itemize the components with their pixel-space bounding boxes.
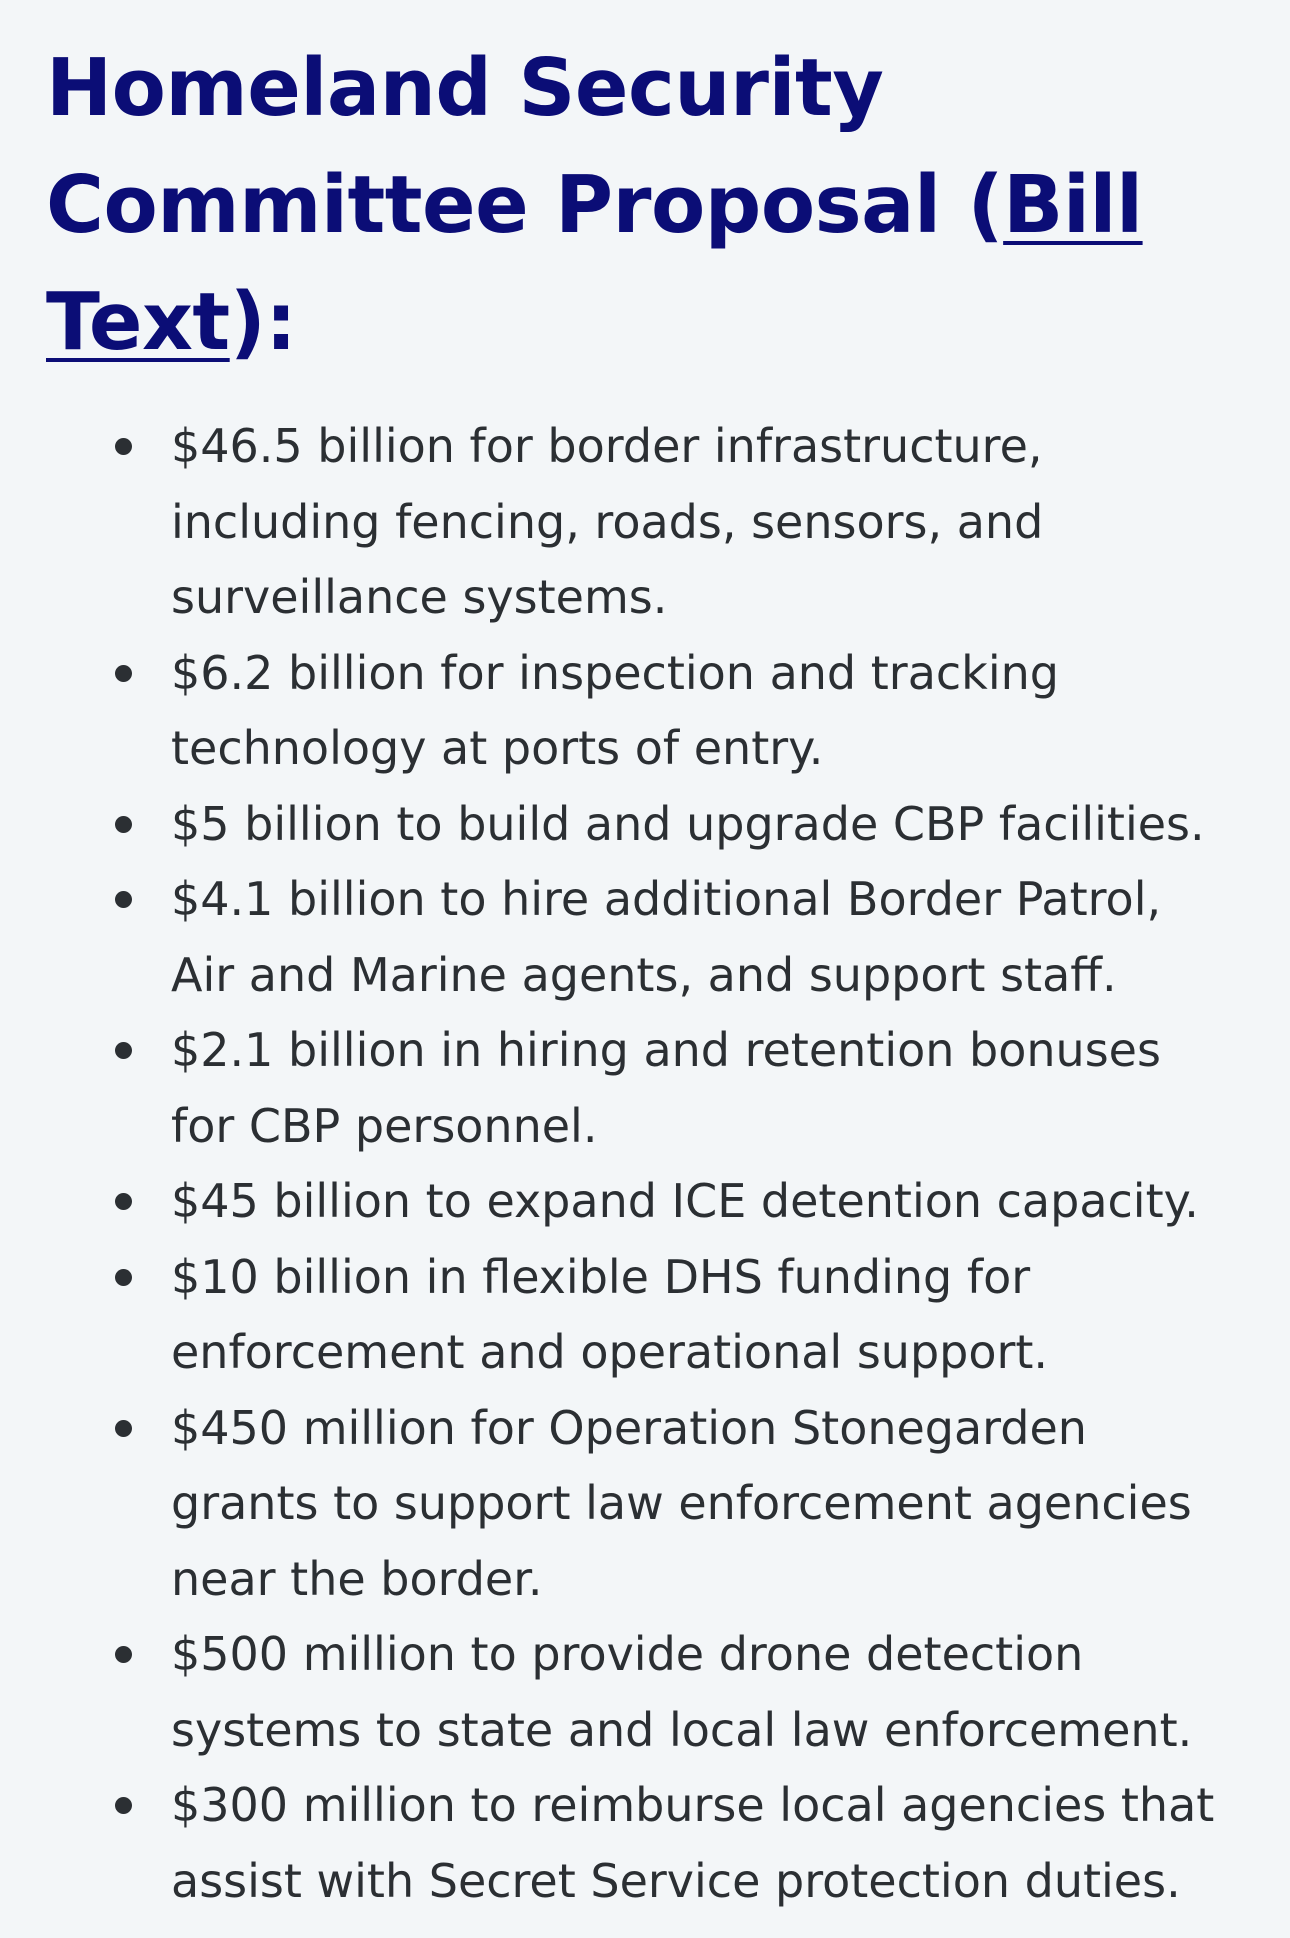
list-item-text: $45 billion to expand ICE detention capacity. (171, 1174, 1199, 1228)
list-item (46, 1240, 1246, 1391)
list-item (46, 1391, 1246, 1618)
list-item-text: $6.2 billion for inspection and tracking technology at ports of entry. (171, 645, 1059, 775)
bullet-icon (115, 438, 132, 455)
list-item-text: $4.1 billion to hire additional Border Patrol, Air and Marine agents, and support staff. (171, 872, 1162, 1002)
list-item-text: $500 million to provide drone detection systems to state and local law enforcement. (171, 1627, 1193, 1757)
bullet-icon (115, 665, 132, 682)
article-content (46, 30, 1246, 1908)
section-heading (46, 30, 1246, 381)
list-item-text: $10 billion in flexible DHS funding for enforcement and operational support. (171, 1249, 1049, 1379)
bullet-icon (115, 816, 132, 833)
bullet-icon (115, 1646, 132, 1663)
bullet-icon (115, 891, 132, 908)
list-item-text: $2.1 billion in hiring and retention bonuses for CBP personnel. (171, 1023, 1161, 1153)
heading-text: Homeland Security Committee Proposal ( (46, 42, 1004, 251)
list-item-text: $450 million for Operation Stonegarden grants to support law enforcement agencies near the border. (171, 1400, 1192, 1606)
list-item (46, 862, 1246, 1013)
bullet-icon (115, 1193, 132, 1210)
bullet-icon (115, 1420, 132, 1437)
list-item (46, 1013, 1246, 1164)
list-item (46, 787, 1246, 863)
list-item (46, 1768, 1246, 1919)
list-item (46, 1164, 1246, 1240)
bullet-icon (115, 1042, 132, 1059)
list-item-text: $46.5 billion for border infrastructure, including fencing, roads, sensors, and surveillance systems. (171, 419, 1044, 624)
list-item (46, 409, 1246, 636)
list-item (46, 636, 1246, 787)
bullet-icon (115, 1797, 132, 1814)
heading-suffix: ): (229, 276, 297, 368)
bullet-icon (115, 1269, 132, 1286)
bill-text-link[interactable]: Bill Text (46, 159, 1143, 368)
funding-list (46, 409, 1246, 1919)
list-item-text: $5 billion to build and upgrade CBP facilities. (171, 796, 1205, 851)
list-item-text: $300 million to reimburse local agencies that assist with Secret Service protection duties. (171, 1778, 1215, 1908)
list-item (46, 1617, 1246, 1768)
